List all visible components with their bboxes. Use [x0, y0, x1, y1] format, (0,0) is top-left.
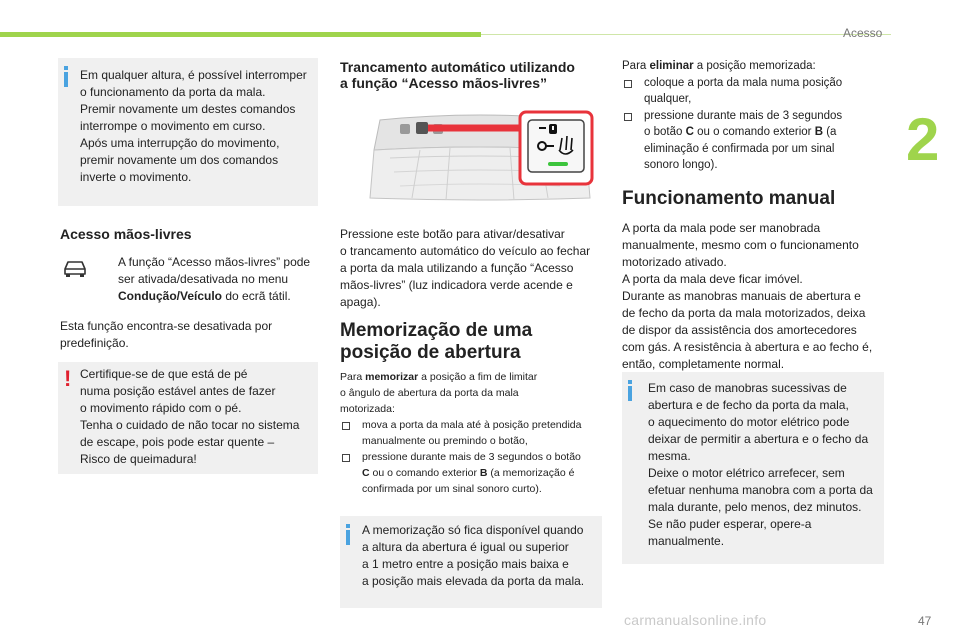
hands-free-menu-text: A função “Acesso mãos-livres” pode ser ativada/desativada no menu Condução/Veículo do ecrã tátil. [118, 255, 311, 303]
info-icon [628, 380, 632, 402]
tailgate-button-illustration [360, 106, 600, 210]
warning-icon: ! [64, 366, 72, 391]
info-box-text: Em qualquer altura, é possível interromper o funcionamento da porta da mala. Premir novamente um destes comandos interrompe o movimento em curso. Após uma interrupção do movimento, premir novamente um dos comandos inverte o movimento. [80, 68, 307, 184]
memorize-instructions: Para memorizar a posição a fim de limitar o ângulo de abertura da porta da mala motorizada: mova a porta da mala até à posição pretendida manualmente ou premindo o botão, pressione durante mais de 3 segundos o botão C ou o comando exterior B (a memorização é confirmada por um sinal sonoro curto). [340, 369, 602, 497]
heading-memorize-position: Memorização de uma posição de abertura [340, 320, 533, 363]
memorize-step-2: pressione durante mais de 3 segundos o botão C ou o comando exterior B (a memorização é confirmada por um sinal sonoro curto). [340, 449, 602, 497]
section-title: Acesso [843, 26, 883, 40]
info-box-text: A memorização só fica disponível quando a altura da abertura é igual ou superior a 1 metro entre a posição mais baixa e a posição mais elevada da porta da mala. [362, 523, 585, 588]
delete-step-1: coloque a porta da mala numa posição qualquer, [622, 75, 884, 108]
header-rule [481, 34, 891, 35]
chapter-number: 2 [906, 106, 940, 173]
page-number: 47 [918, 614, 932, 628]
memorize-step-1: mova a porta da mala até à posição pretendida manualmente ou premindo o botão, [340, 417, 602, 449]
warning-box-burn [58, 362, 318, 474]
info-box-memorize [340, 516, 602, 608]
header-accent-bar [0, 32, 481, 37]
heading-manual-operation: Funcionamento manual [622, 188, 836, 209]
info-box-overheat [622, 372, 884, 564]
watermark: carmanualsonline.info [624, 612, 767, 628]
delete-step-2: pressione durante mais de 3 segundos o botão C ou o comando exterior B (a eliminação é confirmada por um sinal sonoro longo). [622, 108, 884, 174]
car-icon [62, 258, 88, 278]
auto-locking-text: Pressione este botão para ativar/desativar o trancamento automático do veículo ao fechar a porta da mala utilizando a função “Acesso mãos-livres” (luz indicadora verde acende e apaga). [340, 227, 591, 309]
info-box-text: Em caso de manobras sucessivas de abertura e de fecho da porta da mala, o aquecimento do motor elétrico pode deixar de permitir a abertura e o fecho da mesma. Deixe o motor elétrico arrefecer, sem efetuar nenhuma manobra com a porta da mala durante, pelo menos, dez minutos. Se não puder esperar, opere-a manualmente. [648, 381, 873, 548]
info-icon [346, 524, 350, 546]
warning-box-text: Certifique-se de que está de pé numa posição estável antes de fazer o movimento rápido com o pé. Tenha o cuidado de não tocar no sistema de escape, pois pode estar quente – Risco de queimadura! [80, 367, 300, 466]
heading-auto-locking: Trancamento automático utilizando a função “Acesso mãos-livres” [340, 59, 575, 91]
info-icon [64, 66, 68, 88]
hands-free-default-text: Esta função encontra-se desativada por predefinição. [60, 319, 273, 350]
info-box-interrupt [58, 58, 318, 206]
manual-operation-text: A porta da mala pode ser manobrada manualmente, mesmo com o funcionamento motorizado ativado. A porta da mala deve ficar imóvel. Durante as manobras manuais de abertura e de fecho da porta da mala motorizados, deixa de dispor da assistência dos amortecedores com gás. A resistência à abertura e ao fecho é, então, completamente normal. [622, 221, 873, 371]
heading-hands-free: Acesso mãos-livres [60, 226, 192, 242]
delete-instructions: Para eliminar a posição memorizada: coloque a porta da mala numa posição qualquer, pressione durante mais de 3 segundos o botão C ou o comando exterior B (a eliminação é confirmada por um sinal sonoro longo). [622, 58, 884, 174]
